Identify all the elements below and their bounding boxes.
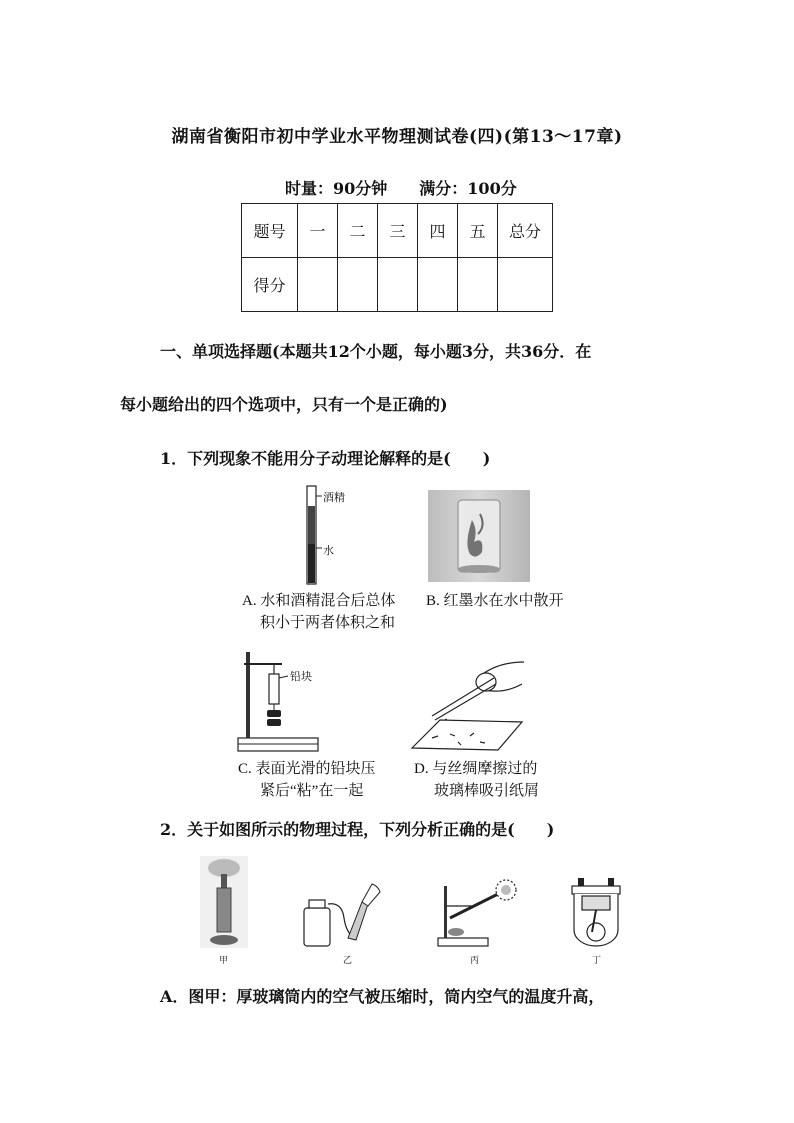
question-2-stem: 2．关于如图所示的物理过程，下列分析正确的是( ): [160, 820, 555, 839]
score-table-cell: 五: [458, 204, 498, 258]
score-table-cell: 得分: [242, 258, 298, 312]
score-table-cell: 题号: [242, 204, 298, 258]
score-table-cell: 四: [418, 204, 458, 258]
fig-label-bing: 丙: [470, 955, 480, 965]
label-alcohol: 酒精: [323, 492, 345, 504]
figure-lead-blocks-stand: [236, 648, 322, 754]
label-lead-block: 铅块: [290, 671, 312, 683]
score-entry-cell[interactable]: [378, 258, 418, 312]
caption-a-line1: A. 水和酒精混合后总体: [242, 593, 396, 609]
figure-ding-engine: [568, 876, 624, 948]
caption-b: B. 红墨水在水中散开: [426, 593, 564, 609]
fig-label-ding: 丁: [592, 955, 602, 965]
score-table-cell: 一: [298, 204, 338, 258]
score-table-cell: 三: [378, 204, 418, 258]
caption-d-line2: 玻璃棒吸引纸屑: [434, 783, 540, 799]
caption-a-line2: 积小于两者体积之和: [260, 615, 396, 631]
figure-glass-rod-paper: [410, 650, 532, 756]
figure-jia-compression: [200, 856, 248, 948]
fig-label-yi: 乙: [343, 955, 353, 965]
score-entry-cell[interactable]: [418, 258, 458, 312]
figure-yi-bottle: [300, 876, 392, 950]
score-table-score-row: [242, 258, 553, 312]
figure-bing-heating: [436, 876, 524, 950]
score-entry-cell[interactable]: [458, 258, 498, 312]
score-entry-cell[interactable]: [498, 258, 553, 312]
exam-meta: [285, 176, 517, 199]
score-entry-cell[interactable]: [298, 258, 338, 312]
time-limit: 时量：90分钟: [285, 179, 388, 198]
page-title: 湖南省衡阳市初中学业水平物理测试卷(四)(第13～17章): [171, 127, 623, 147]
question-1-stem: 1．下列现象不能用分子动理论解释的是( ): [160, 449, 491, 468]
full-score: 满分：100分: [419, 179, 517, 198]
figure-red-ink-photo: [428, 490, 530, 582]
section-heading-line1: 一、单项选择题(本题共12个小题，每小题3分，共36分．在: [160, 342, 592, 361]
fig-label-jia: 甲: [219, 955, 229, 965]
score-table-header-row: [242, 204, 553, 258]
question-2-option-a: A．图甲：厚玻璃筒内的空气被压缩时，筒内空气的温度升高，: [160, 987, 605, 1006]
score-table-cell: 二: [338, 204, 378, 258]
score-entry-cell[interactable]: [338, 258, 378, 312]
caption-d-line1: D. 与丝绸摩擦过的: [414, 761, 538, 777]
score-table: [241, 203, 553, 312]
caption-c-line1: C. 表面光滑的铅块压: [238, 761, 376, 777]
label-water: 水: [323, 545, 334, 557]
score-table-cell: 总分: [498, 204, 553, 258]
section-heading-line2: 每小题给出的四个选项中，只有一个是正确的): [120, 395, 448, 414]
caption-c-line2: 紧后“粘”在一起: [260, 783, 364, 799]
